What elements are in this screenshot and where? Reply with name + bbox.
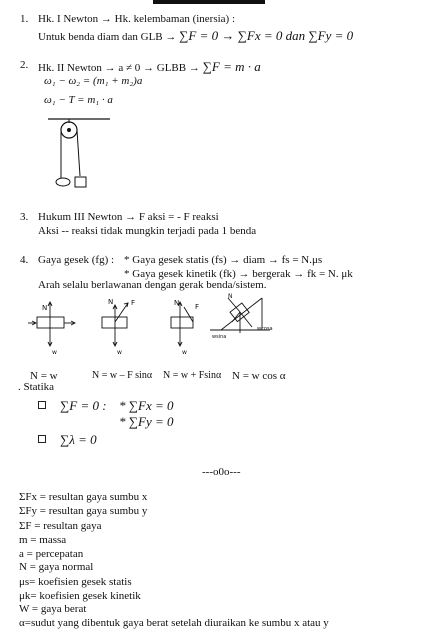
formula-3: N = w + Fsinα bbox=[163, 370, 222, 381]
fig3-label-w: w bbox=[182, 349, 187, 356]
glossary-item: α=sudut yang dibentuk gaya berat setelah diuraikan ke sumbu x atau y bbox=[19, 617, 329, 629]
item-2-title-text: Hk. II Newton → a ≠ 0 → GLBB → bbox=[38, 62, 203, 74]
item-4-kinetic-friction: * Gaya gesek kinetik (fk) → bergerak → fk = N. μk bbox=[124, 268, 353, 280]
glossary-item: μs= koefisien gesek statis bbox=[19, 576, 132, 588]
glossary-item: W = gaya berat bbox=[19, 603, 87, 615]
separator: ---o0o--- bbox=[202, 466, 241, 478]
top-rule bbox=[153, 0, 265, 4]
item-1-line2 bbox=[38, 28, 353, 44]
formula-1: N = w bbox=[30, 370, 58, 382]
item-1-title: Hk. I Newton → Hk. kelembaman (inersia) : bbox=[38, 13, 236, 25]
fig1-label-n: N bbox=[42, 304, 48, 312]
glossary-item: ΣFx = resultan gaya sumbu x bbox=[19, 491, 148, 503]
item-2-eq1: ω₁ − ω₂ = (m₁ + m₂)a bbox=[44, 75, 143, 87]
fig2-label-w: w bbox=[117, 349, 122, 356]
item-2-title bbox=[38, 59, 261, 75]
item-3-line2: Aksi -- reaksi tidak mungkin terjadi pada 1 benda bbox=[38, 225, 257, 237]
statika-row-1 bbox=[38, 398, 107, 414]
formula-2: N = w – F sinα bbox=[92, 370, 153, 381]
glossary-item: a = percepatan bbox=[19, 548, 84, 560]
fig2-label-f: F bbox=[131, 299, 136, 307]
glossary-item: m = massa bbox=[19, 534, 67, 546]
statika-eq1: ∑F = 0 : bbox=[60, 398, 107, 413]
item-1-equation: ∑F = 0 → ∑Fx = 0 dan ∑Fy = 0 bbox=[179, 28, 354, 43]
item-3-title: Hukum III Newton → F aksi = - F reaksi bbox=[38, 211, 219, 223]
item-2-eq2: ω₁ − T = m₁ · a bbox=[44, 94, 113, 106]
glossary-item: ΣFy = resultan gaya sumbu y bbox=[19, 505, 148, 517]
statika-row-2 bbox=[38, 432, 97, 448]
checkbox-bullet-icon bbox=[38, 401, 46, 409]
statika-title: . Statika bbox=[18, 381, 55, 393]
formula-4: N = w cos α bbox=[232, 370, 286, 382]
item-4-title: Gaya gesek (fg) : bbox=[38, 254, 115, 266]
glossary-item: N = gaya normal bbox=[19, 561, 94, 573]
fig1-label-w: w bbox=[52, 349, 57, 356]
item-2-title-equation: ∑F = m · a bbox=[202, 59, 261, 74]
statika-eq1b: * ∑Fy = 0 bbox=[119, 414, 174, 429]
glossary-item: μk= koefisien gesek kinetik bbox=[19, 590, 141, 602]
fig2-label-n: N bbox=[108, 298, 114, 306]
fig4-label-n: N bbox=[228, 293, 233, 300]
fig3-label-n: N bbox=[174, 299, 180, 307]
item-4-number: 4. bbox=[20, 254, 29, 266]
item-1-number: 1. bbox=[20, 13, 29, 25]
fig4-label-wcosa: wcosa bbox=[257, 326, 273, 332]
checkbox-bullet-icon bbox=[38, 435, 46, 443]
item-4-note: Arah selalu berlawanan dengan gerak benda/sistem. bbox=[38, 279, 267, 291]
item-2-number: 2. bbox=[20, 59, 29, 71]
item-3-number: 3. bbox=[20, 211, 29, 223]
item-4-static-friction: * Gaya gesek statis (fs) → diam → fs = N.μs bbox=[124, 254, 323, 266]
statika-eq1a: * ∑Fx = 0 bbox=[119, 398, 174, 413]
item-1-line2-text: Untuk benda diam dan GLB → bbox=[38, 31, 180, 43]
fig4-label-wsina: wsina bbox=[212, 334, 227, 340]
glossary-item: ΣF = resultan gaya bbox=[19, 520, 102, 532]
statika-eq2: ∑λ = 0 bbox=[60, 432, 97, 447]
fig3-label-f: F bbox=[195, 303, 200, 311]
